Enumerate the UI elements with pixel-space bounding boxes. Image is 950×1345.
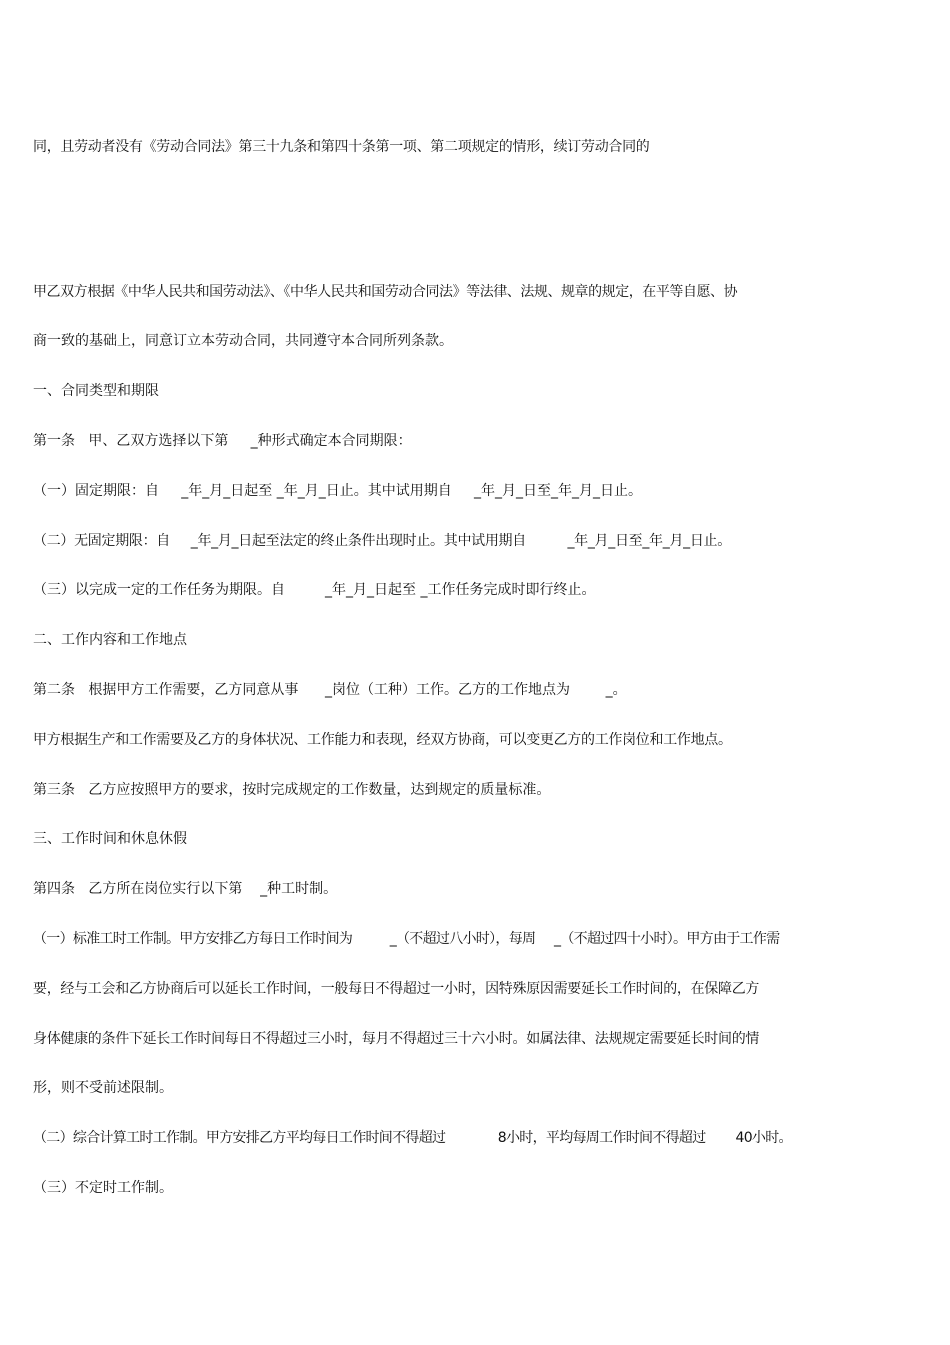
clause-task-term: （三）以完成一定的工作任务为期限。自 _年_月_日起至 _工作任务完成时即行终止。 [33,582,596,598]
article-4: 第四条 乙方所在岗位实行以下第 _种工时制。 [33,881,338,897]
article-1: 第一条 甲、乙双方选择以下第 _种形式确定本合同期限： [33,433,412,449]
section-heading-work-content: 二、工作内容和工作地点 [33,632,187,648]
clause-standard-hours-3: 身体健康的条件下延长工作时间每日不得超过三小时，每月不得超过三十六小时。如属法律、法规规定需要延长时间的情 [33,1031,760,1047]
clause-comprehensive-hours: （二）综合计算工时工作制。甲方安排乙方平均每日工作时间不得超过 8小时，平均每周工作时间不得超过 40小时。 [33,1130,792,1146]
clause-flexible-hours: （三）不定时工作制。 [33,1180,173,1196]
text-line-preamble-1: 甲乙双方根据《中华人民共和国劳动法》、《中华人民共和国劳动合同法》等法律、法规、规章的规定，在平等自愿、协 [33,284,738,300]
text-line-position-change: 甲方根据生产和工作需要及乙方的身体状况、工作能力和表现，经双方协商，可以变更乙方的工作岗位和工作地点。 [33,732,732,748]
article-3: 第三条 乙方应按照甲方的要求，按时完成规定的工作数量，达到规定的质量标准。 [33,782,551,798]
clause-standard-hours-4: 形，则不受前述限制。 [33,1080,173,1096]
clause-fixed-term: （一）固定期限：自 _年_月_日起至 _年_月_日止。其中试用期自 _年_月_日至_年_月_日止。 [33,483,642,499]
clause-standard-hours-1: （一）标准工时工作制。甲方安排乙方每日工作时间为 _（不超过八小时），每周 _（不超过四十小时）。甲方由于工作需 [33,931,780,947]
text-line-continuation: 同，且劳动者没有《劳动合同法》第三十九条和第四十条第一项、第二项规定的情形，续订劳动合同的 [33,139,650,155]
text-line-preamble-2: 商一致的基础上，同意订立本劳动合同，共同遵守本合同所列条款。 [33,333,453,349]
section-heading-contract-type: 一、合同类型和期限 [33,383,159,399]
clause-standard-hours-2: 要，经与工会和乙方协商后可以延长工作时间，一般每日不得超过一小时，因特殊原因需要延长工作时间的，在保障乙方 [33,981,760,997]
section-heading-working-hours: 三、工作时间和休息休假 [33,831,187,847]
article-2: 第二条 根据甲方工作需要，乙方同意从事 _岗位（工种）工作。乙方的工作地点为 _。 [33,682,627,698]
clause-open-term: （二）无固定期限：自 _年_月_日起至法定的终止条件出现时止。其中试用期自 _年_月_日至_年_月_日止。 [33,533,731,549]
